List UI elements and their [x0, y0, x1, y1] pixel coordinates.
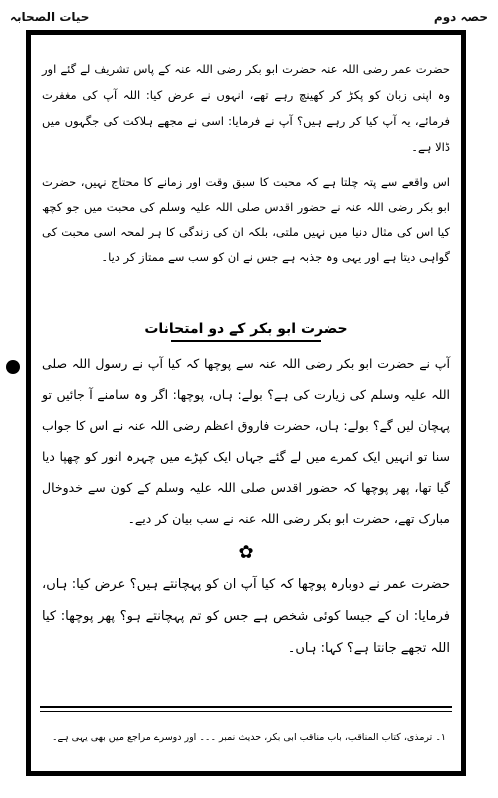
- header-right-title: حصہ دوم: [433, 10, 488, 24]
- heading-underline: [171, 340, 321, 342]
- footnote-separator-thin: [40, 711, 452, 712]
- footnote: ۱۔ ترمذی، کتاب المناقب، باب مناقب ابی بکر، حدیث نمبر ۔۔۔ اور دوسرے مراجع میں بھی یہی ہے۔: [51, 732, 446, 743]
- paragraph-2: اس واقعے سے پتہ چلتا ہے کہ محبت کا سبق وقت اور زمانے کا محتاج نہیں، حضرت ابو بکر رضی اللہ عنہ نے حضور اقدس صلی اللہ علیہ وسلم کی محبت میں جو کچھ کیا اس کی مثال دنیا میں نہیں ملتی، بلکہ ان کی زندگی کا ہر لمحہ اسی محبت کی گواہی دیتا ہے اور یہی وہ جذبہ ہے جس نے ان کو سب سے ممتاز کر دیا۔: [42, 175, 450, 264]
- margin-ink-mark: [6, 360, 20, 374]
- page-body: [42, 56, 450, 665]
- paragraph-4: حضرت عمر نے دوبارہ پوچھا کہ کیا آپ ان کو پہچانتے ہیں؟ عرض کیا: ہاں، فرمایا: ان کے جیسا کوئی شخص ہے جس کو تم پہچانتے ہو؟ پھر پوچھا: کیا اللہ تجھے جانتا ہے؟ کہا: ہاں۔: [42, 577, 450, 656]
- paragraph-3: آپ نے حضرت ابو بکر رضی اللہ عنہ سے پوچھا کہ کیا آپ نے رسول اللہ صلی اللہ علیہ وسلم کی زیارت کی ہے؟ بولے: ہاں، پوچھا: اگر وہ سامنے آ جائیں تو پہچان لیں گے؟ بولے: ہاں، حضرت فاروق اعظم رضی اللہ عنہ نے اس کا جواب سنا تو انہیں ایک کمرے میں لے گئے جہاں ایک کپڑے میں چہرہ انور کو چھپا دیا گیا تھا، پھر پوچھا کہ حضور اقدس صلی اللہ علیہ وسلم کے کون سے خدوخال مبارک تھے، حضرت ابو بکر رضی اللہ عنہ نے سب بیان کر دیے۔: [42, 356, 450, 526]
- section-heading: حضرت ابو بکر کے دو امتحانات: [144, 321, 348, 337]
- paragraph-1: حضرت عمر رضی اللہ عنہ حضرت ابو بکر رضی اللہ عنہ کے پاس تشریف لے گئے اور وہ اپنی زبان کو پکڑ کر کھینچ رہے تھے، انہوں نے عرض کیا: اللہ آپ کی مغفرت فرمائے، یہ آپ کیا کر رہے ہیں؟ آپ نے فرمایا: اسی نے مجھے ہلاکت کی جگہوں میں ڈالا ہے۔: [42, 62, 450, 154]
- page-header: [10, 4, 488, 30]
- flower-ornament-icon: ✿: [238, 542, 254, 563]
- footnote-separator: [40, 706, 452, 708]
- header-left-title: حیات الصحابہ: [10, 10, 90, 24]
